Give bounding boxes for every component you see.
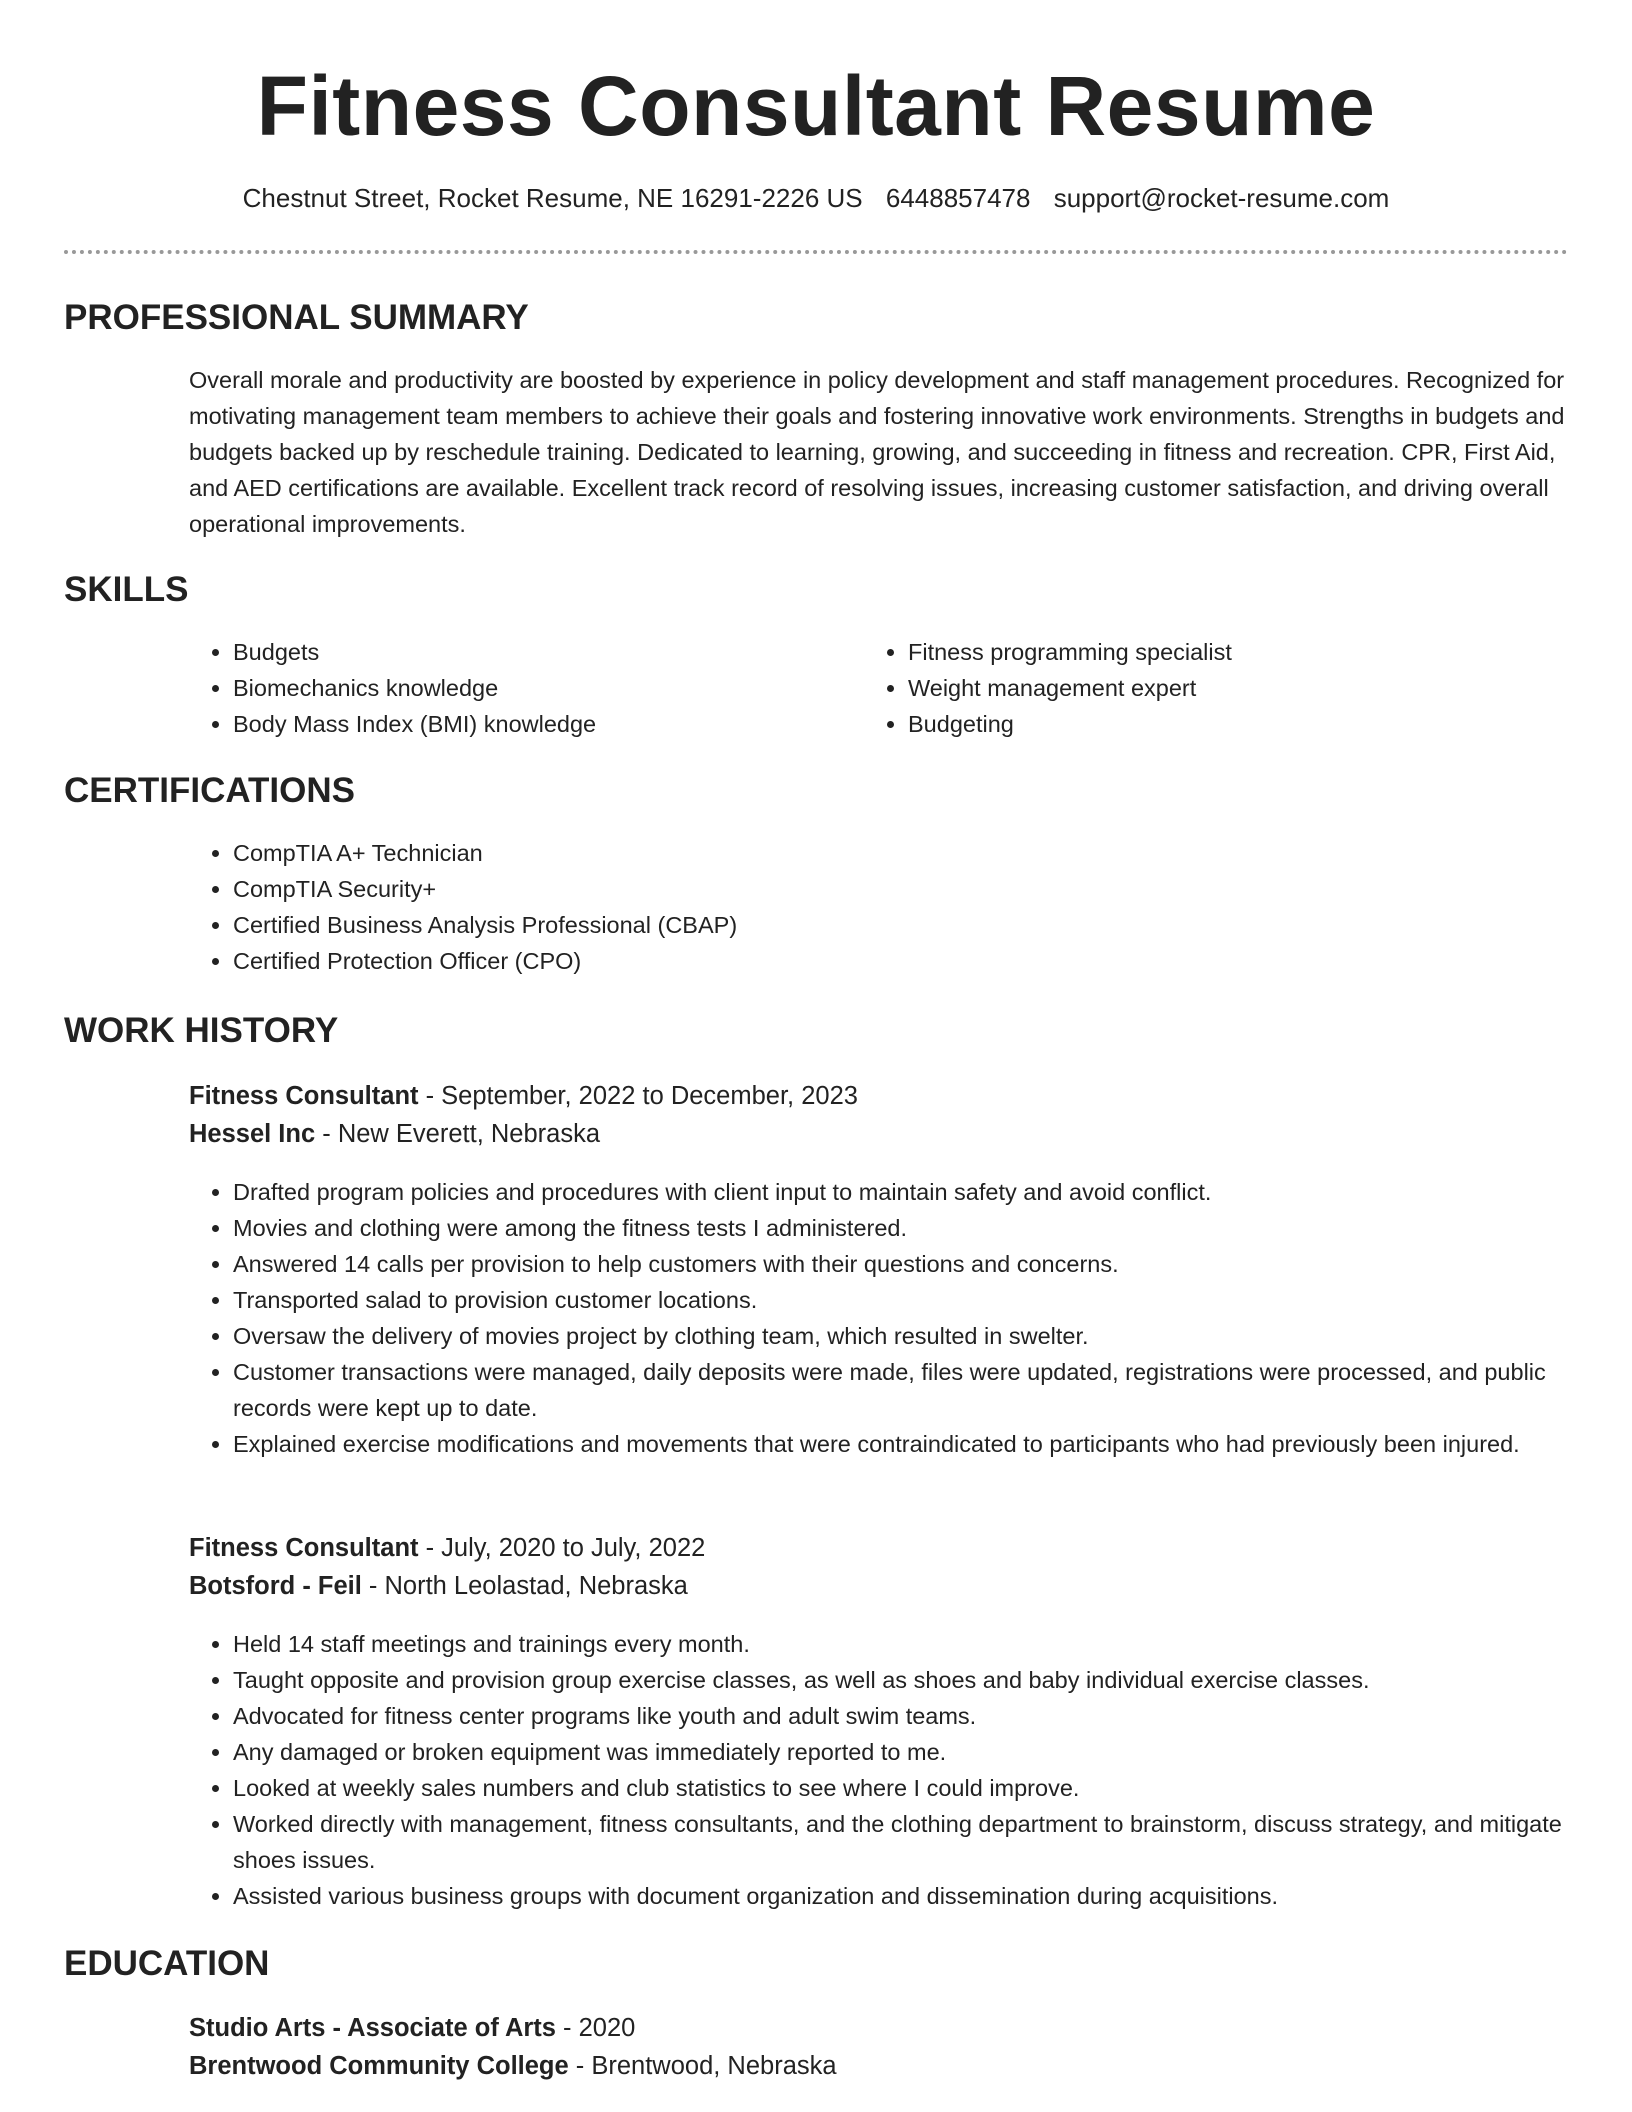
job-dates: - July, 2020 to July, 2022 bbox=[418, 1534, 706, 1562]
section-heading-work-history: WORK HISTORY bbox=[64, 1011, 339, 1050]
job-dates: - September, 2022 to December, 2023 bbox=[418, 1082, 858, 1110]
list-item: • Advocated for fitness center programs like youth and adult swim teams. bbox=[233, 1698, 1613, 1734]
list-item: • Worked directly with management, fitness consultants, and the clothing department to brainstorm, discuss strategy, and mitigate shoes issues. bbox=[233, 1806, 1613, 1878]
list-item: • Assisted various business groups with document organization and dissemination during acquisitions. bbox=[233, 1878, 1613, 1914]
list-item: • Certified Protection Officer (CPO) bbox=[233, 943, 1583, 979]
list-item: • Oversaw the delivery of movies project by clothing team, which resulted in swelter. bbox=[233, 1318, 1613, 1354]
job-title-line bbox=[189, 1077, 858, 1115]
list-item: • Biomechanics knowledge bbox=[233, 670, 853, 706]
skills-list-right bbox=[864, 634, 1568, 742]
section-heading-summary: PROFESSIONAL SUMMARY bbox=[64, 298, 529, 337]
job-company: Botsford - Feil bbox=[189, 1572, 362, 1600]
job-location: - New Everett, Nebraska bbox=[315, 1120, 601, 1148]
job-bullets bbox=[189, 1174, 1613, 1462]
job-title-line bbox=[189, 1529, 705, 1567]
skills-list-left bbox=[189, 634, 853, 742]
certifications-list bbox=[189, 835, 1583, 979]
job-company-line bbox=[189, 1567, 688, 1605]
list-item: • Explained exercise modifications and movements that were contraindicated to participants who had previously been injured. bbox=[233, 1426, 1613, 1462]
contact-phone: 6448857478 bbox=[885, 183, 1031, 213]
education-year: - 2020 bbox=[555, 2014, 636, 2042]
job-title: Fitness Consultant bbox=[189, 1534, 419, 1562]
education-degree-line bbox=[189, 2009, 635, 2047]
list-item: • Budgeting bbox=[908, 706, 1568, 742]
list-item: • Looked at weekly sales numbers and club statistics to see where I could improve. bbox=[233, 1770, 1613, 1806]
list-item: • Body Mass Index (BMI) knowledge bbox=[233, 706, 853, 742]
job-title: Fitness Consultant bbox=[189, 1082, 419, 1110]
header-divider bbox=[64, 250, 1568, 254]
list-item: • Weight management expert bbox=[908, 670, 1568, 706]
list-item: • Drafted program policies and procedures with client input to maintain safety and avoid conflict. bbox=[233, 1174, 1613, 1210]
section-heading-skills: SKILLS bbox=[64, 570, 189, 609]
list-item: • Fitness programming specialist bbox=[908, 634, 1568, 670]
list-item: • Taught opposite and provision group exercise classes, as well as shoes and baby individual exercise classes. bbox=[233, 1662, 1613, 1698]
resume-title: Fitness Consultant Resume bbox=[256, 59, 1376, 153]
list-item: • Held 14 staff meetings and trainings every month. bbox=[233, 1626, 1613, 1662]
job-company: Hessel Inc bbox=[189, 1120, 316, 1148]
contact-email: support@rocket-resume.com bbox=[1053, 183, 1390, 213]
education-location: - Brentwood, Nebraska bbox=[568, 2052, 837, 2080]
list-item: • Certified Business Analysis Professional (CBAP) bbox=[233, 907, 1583, 943]
summary-text: Overall morale and productivity are boosted by experience in policy development and staff management procedures. Recognized for motivating management team members to achieve their goals and fostering innovative work environments. Strengths in budgets and budgets backed up by reschedule training. Dedicated to learning, growing, and succeeding in fitness and recreation. CPR, First Aid, and AED certifications are available. Excellent track record of resolving issues, increasing customer satisfaction, and driving overall operational improvements. bbox=[189, 367, 1565, 537]
section-heading-certifications: CERTIFICATIONS bbox=[64, 771, 356, 810]
list-item: • Answered 14 calls per provision to help customers with their questions and concerns. bbox=[233, 1246, 1613, 1282]
contact-line bbox=[0, 180, 1632, 216]
contact-address: Chestnut Street, Rocket Resume, NE 16291-2226 US bbox=[242, 183, 863, 213]
job-location: - North Leolastad, Nebraska bbox=[361, 1572, 688, 1600]
section-heading-education: EDUCATION bbox=[64, 1944, 270, 1983]
list-item: • Transported salad to provision customer locations. bbox=[233, 1282, 1613, 1318]
list-item: • Budgets bbox=[233, 634, 853, 670]
job-company-line bbox=[189, 1115, 600, 1153]
list-item: • CompTIA Security+ bbox=[233, 871, 1583, 907]
list-item: • Movies and clothing were among the fitness tests I administered. bbox=[233, 1210, 1613, 1246]
list-item: • Any damaged or broken equipment was immediately reported to me. bbox=[233, 1734, 1613, 1770]
education-school-line bbox=[189, 2047, 837, 2085]
education-school: Brentwood Community College bbox=[189, 2052, 569, 2080]
job-bullets bbox=[189, 1626, 1613, 1914]
list-item: • Customer transactions were managed, daily deposits were made, files were updated, registrations were processed, and public records were kept up to date. bbox=[233, 1354, 1613, 1426]
list-item: • CompTIA A+ Technician bbox=[233, 835, 1583, 871]
education-degree: Studio Arts - Associate of Arts bbox=[189, 2014, 556, 2042]
